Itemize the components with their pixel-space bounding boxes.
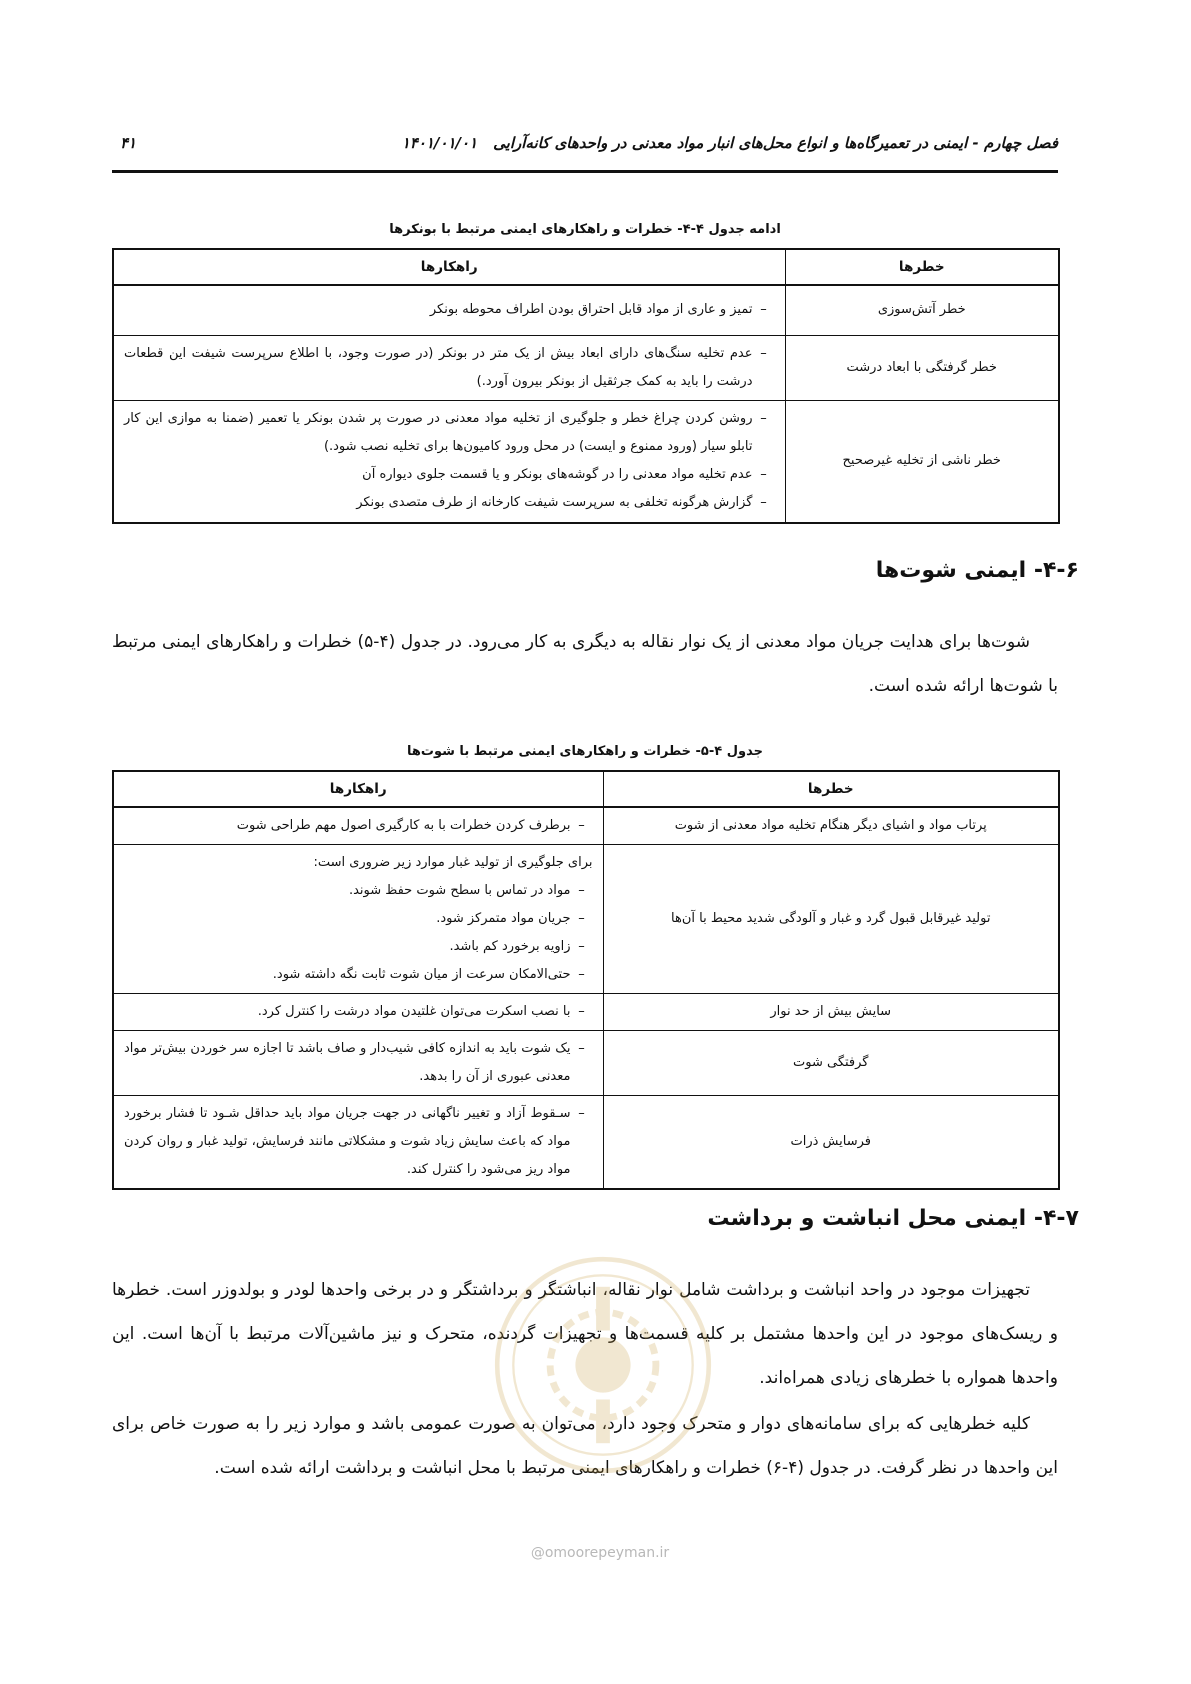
solution-cell	[113, 807, 603, 845]
table-row	[113, 335, 1059, 400]
solution-cell	[113, 400, 785, 523]
table2-caption: جدول ۴-۵- خطرات و راهکارهای ایمنی مرتبط با شوت‌ها	[407, 744, 763, 759]
watermark-text: @omoorepeyman.ir	[530, 1545, 670, 1561]
table-row	[113, 994, 1059, 1031]
solution-item: – عدم تخلیه سنگ‌های دارای ابعاد بیش از یک متر در بونکر (در صورت وجود، با اطلاع سرپرست شیفت این قطعات درشت را باید به کمک جرثقیل از بونکر بیرون آورد.)	[124, 340, 775, 396]
dash-bullet-icon: –	[578, 818, 585, 833]
table-chute-hazards	[112, 770, 1060, 1190]
dash-bullet-icon: –	[578, 1004, 585, 1019]
table-row	[113, 285, 1059, 335]
solution-item: – مواد در تماس با سطح شوت حفظ شوند.	[124, 877, 593, 905]
table-row	[113, 400, 1059, 523]
dash-bullet-icon: –	[578, 1106, 585, 1121]
section-paragraph: تجهیزات موجود در واحد انباشت و برداشت شامل نوار نقاله، انباشتگر و برداشتگر و در برخی واحدها لودر و بولدوزر است. خطرها و ریسک‌های موجود در این واحدها مشتمل بر کلیه قسمت‌ها و تجهیزات گردنده، متحرک و نیز ماشین‌آلات مرتبط با آن‌ها است. این واحدها همواره با خطرهای زیادی همراه‌اند.	[112, 1280, 1058, 1388]
column-header-solutions: راهکارها	[113, 249, 785, 285]
table-bunker-hazards	[112, 248, 1060, 524]
dash-bullet-icon: –	[578, 911, 585, 926]
column-header-solutions: راهکارها	[113, 771, 603, 807]
hazard-cell: سایش بیش از حد نوار	[603, 994, 1059, 1031]
solution-cell	[113, 335, 785, 400]
table-row	[113, 807, 1059, 845]
column-header-hazards: خطرها	[603, 771, 1059, 807]
section-heading-chutes: ۴-۶- ایمنی شوت‌ها	[875, 558, 1079, 583]
solution-item: – سـقوط آزاد و تغییر ناگهانی در جهت جریان مواد باید حداقل شـود تا فشار برخورد مواد که باعث سایش زیاد شوت و مشکلاتی مانند فرسایش، تولید غبار و روان کردن مواد ریز می‌شود را کنترل کند.	[124, 1100, 593, 1184]
dash-bullet-icon: –	[760, 302, 767, 318]
solution-cell	[113, 285, 785, 335]
dash-bullet-icon: –	[760, 467, 767, 483]
hazard-cell: خطر ناشی از تخلیه غیرصحیح	[785, 400, 1059, 523]
solution-item: – یک شوت باید به اندازه کافی شیب‌دار و صاف باشد تا اجازه سر خوردن بیش‌تر مواد معدنی عبوری از آن را بدهد.	[124, 1035, 593, 1091]
solution-item: – حتی‌الامکان سرعت از میان شوت ثابت نگه داشته شود.	[124, 961, 593, 989]
solution-cell	[113, 1096, 603, 1190]
dash-bullet-icon: –	[760, 495, 767, 511]
solution-item: – برطرف کردن خطرات با به کارگیری اصول مهم طراحی شوت	[124, 812, 593, 840]
hazard-cell: فرسایش ذرات	[603, 1096, 1059, 1190]
table-row	[113, 1031, 1059, 1096]
header-date: ۱۴۰۱/۰۱/۰۱	[401, 134, 478, 152]
table-row	[113, 1096, 1059, 1190]
solution-intro: برای جلوگیری از تولید غبار موارد زیر ضروری است:	[313, 855, 593, 870]
hazard-cell: خطر آتش‌سوزی	[785, 285, 1059, 335]
watermark-seal-icon	[488, 1250, 718, 1480]
dash-bullet-icon: –	[578, 1041, 585, 1056]
hazard-cell: گرفتگی شوت	[603, 1031, 1059, 1096]
dash-bullet-icon: –	[578, 967, 585, 982]
dash-bullet-icon: –	[760, 345, 767, 361]
dash-bullet-icon: –	[578, 883, 585, 898]
solution-item: – با نصب اسکرت می‌توان غلتیدن مواد درشت را کنترل کرد.	[124, 998, 593, 1026]
column-header-hazards: خطرها	[785, 249, 1059, 285]
solution-item: – عدم تخلیه مواد معدنی را در گوشه‌های بونکر و یا قسمت جلوی دیواره آن	[124, 461, 775, 489]
solution-cell	[113, 1031, 603, 1096]
solution-item: – زاویه برخورد کم باشد.	[124, 933, 593, 961]
chapter-title-text: فصل چهارم - ایمنی در تعمیرگاه‌ها و انواع محل‌های انبار مواد معدنی در واحدهای کانه‌آرایی	[493, 134, 1058, 152]
hazard-cell: پرتاب مواد و اشیای دیگر هنگام تخلیه مواد معدنی از شوت	[603, 807, 1059, 845]
solution-item: – گزارش هرگونه تخلفی به سرپرست شیفت کارخانه از طرف متصدی بونکر	[124, 489, 775, 517]
solution-item: – روشن کردن چراغ خطر و جلوگیری از تخلیه مواد معدنی در صورت پر شدن بونکر یا تعمیر (ضمنا به موازی این کار تابلو سیار (ورود ممنوع و ایست) در محل ورود کامیون‌ها برای تخلیه نصب شود.)	[124, 405, 775, 461]
chapter-title	[402, 134, 1058, 152]
hazard-cell: تولید غیرقابل قبول گرد و غبار و آلودگی شدید محیط با آن‌ها	[603, 845, 1059, 994]
page-number: ۴۱	[120, 134, 137, 152]
dash-bullet-icon: –	[578, 939, 585, 954]
hazard-cell: خطر گرفتگی با ابعاد درشت	[785, 335, 1059, 400]
solution-cell	[113, 994, 603, 1031]
table1-caption: ادامه جدول ۴-۴- خطرات و راهکارهای ایمنی مرتبط با بونکرها	[389, 222, 781, 237]
solution-item: – تمیز و عاری از مواد قابل احتراق بودن اطراف محوطه بونکر	[124, 296, 775, 324]
table-row	[113, 845, 1059, 994]
section-paragraph: کلیه خطرهایی که برای سامانه‌های دوار و متحرک وجود دارد، می‌توان به صورت عمومی باشد و موارد زیر را به صورت خاص برای این واحدها در نظر گرفت. در جدول (۴-۶) خطرات و راهکارهای ایمنی مرتبط با محل انباشت و برداشت ارائه شده است.	[112, 1414, 1058, 1478]
page-header	[112, 124, 1058, 173]
section-paragraph: شوت‌ها برای هدایت جریان مواد معدنی از یک نوار نقاله به دیگری به کار می‌رود. در جدول (۴-۵) خطرات و راهکارهای ایمنی مرتبط با شوت‌ها ارائه شده است.	[112, 632, 1058, 696]
section-heading-stockpile: ۴-۷- ایمنی محل انباشت و برداشت	[707, 1206, 1079, 1231]
solution-cell	[113, 845, 603, 994]
solution-item: – جریان مواد متمرکز شود.	[124, 905, 593, 933]
dash-bullet-icon: –	[760, 411, 767, 427]
